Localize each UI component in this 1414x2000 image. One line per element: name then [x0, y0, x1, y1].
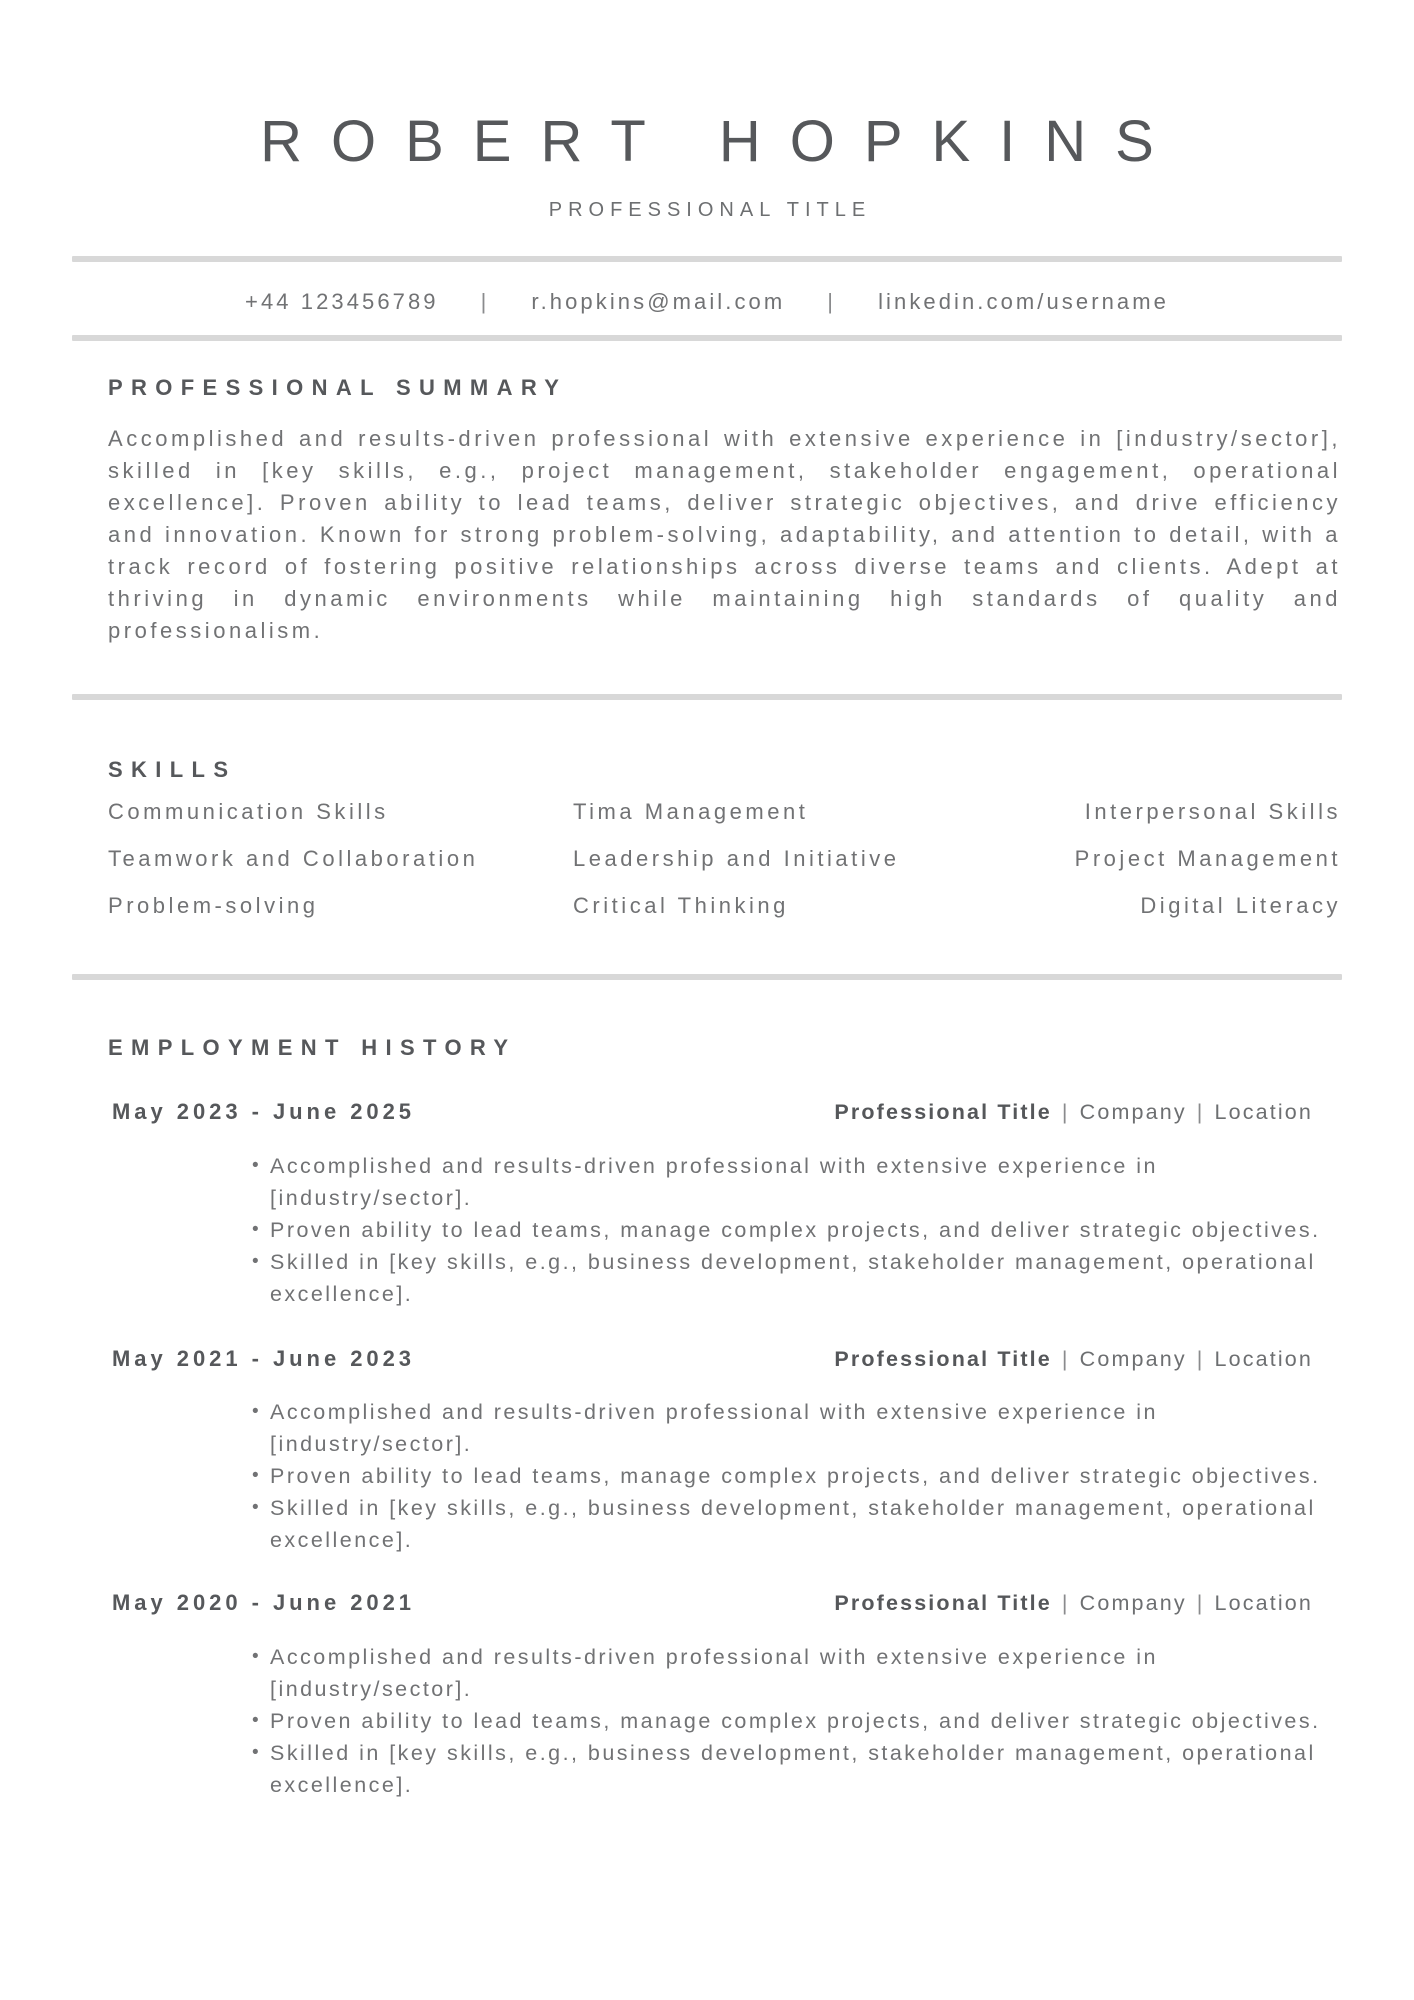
- job-title-line: [834, 1102, 1313, 1124]
- job-separator: |: [1061, 1100, 1070, 1124]
- skill-item: Project Management: [1074, 846, 1341, 871]
- skill-item: Critical Thinking: [573, 893, 789, 918]
- skills-section-heading: SKILLS: [108, 757, 237, 782]
- job-title-line: [834, 1346, 1313, 1371]
- job-dates: May 2021 - June 2023: [112, 1345, 416, 1371]
- job-separator: |: [1196, 1100, 1205, 1124]
- divider: [72, 694, 1342, 700]
- job-entry: [108, 1345, 1341, 1557]
- email-address: r.hopkins@mail.com: [531, 289, 786, 314]
- job-company: Company: [1079, 1591, 1187, 1615]
- job-dates: May 2020 - June 2021: [112, 1590, 416, 1615]
- section-professional-summary: [108, 377, 1341, 647]
- bullet-item: • Skilled in [key skills, e.g., business development, stakeholder management, operational excellence].: [252, 1737, 1341, 1801]
- section-employment-history: [108, 1037, 1341, 1801]
- professional-title: PROFESSIONAL TITLE: [548, 199, 872, 221]
- contact-bar: [0, 291, 1414, 313]
- section-skills: [108, 759, 1341, 917]
- job-separator: |: [1196, 1591, 1205, 1615]
- employment-section-wrap: [0, 1037, 1414, 1801]
- person-name: ROBERT HOPKINS: [260, 109, 1183, 174]
- job-header: [108, 1345, 1341, 1371]
- employment-section-heading: EMPLOYMENT HISTORY: [108, 1035, 517, 1060]
- job-title: Professional Title: [834, 1591, 1052, 1615]
- job-header: [108, 1592, 1341, 1615]
- contact-separator: |: [827, 289, 837, 314]
- job-title-line: [834, 1593, 1313, 1615]
- skill-item: Interpersonal Skills: [1084, 799, 1341, 824]
- resume-body: [0, 377, 1414, 647]
- skills-grid: [108, 801, 1341, 917]
- job-title: Professional Title: [834, 1346, 1052, 1371]
- bullet-item: • Proven ability to lead teams, manage complex projects, and deliver strategic objectives.: [252, 1460, 1341, 1492]
- job-location: Location: [1214, 1346, 1313, 1371]
- summary-paragraph: Accomplished and results-driven professional with extensive experience in [industry/sector], skilled in [key skills, e.g., project management, stakeholder engagement, operational excellence]. Proven ability to lead teams, deliver strategic objectives, and drive efficiency and innovation. Known for strong problem-solving, adaptability, and attention to detail, with a track record of fostering positive relationships across diverse teams and clients. Adept at thriving in dynamic environments while maintaining high standards of quality and professionalism.: [108, 426, 1341, 643]
- contact-separator: |: [480, 289, 490, 314]
- job-bullets: [252, 1150, 1341, 1310]
- bullet-item: • Proven ability to lead teams, manage complex projects, and deliver strategic objectives.: [252, 1214, 1341, 1246]
- skills-section-wrap: [0, 759, 1414, 917]
- summary-section-heading: PROFESSIONAL SUMMARY: [108, 375, 568, 400]
- bullet-item: • Accomplished and results-driven professional with extensive experience in [industry/sector].: [252, 1150, 1341, 1214]
- bullet-item: • Proven ability to lead teams, manage complex projects, and deliver strategic objectives.: [252, 1705, 1341, 1737]
- skill-item: Digital Literacy: [1140, 893, 1341, 918]
- job-location: Location: [1214, 1100, 1313, 1124]
- phone-number: +44 123456789: [245, 289, 439, 314]
- job-bullets: [252, 1396, 1341, 1556]
- job-separator: |: [1196, 1346, 1205, 1371]
- job-entry: [108, 1101, 1341, 1310]
- bullet-item: • Accomplished and results-driven professional with extensive experience in [industry/sector].: [252, 1396, 1341, 1460]
- job-location: Location: [1214, 1591, 1313, 1615]
- bullet-item: • Accomplished and results-driven professional with extensive experience in [industry/sector].: [252, 1641, 1341, 1705]
- job-entry: [108, 1592, 1341, 1801]
- linkedin-url: linkedin.com/username: [878, 289, 1169, 314]
- bullet-item: • Skilled in [key skills, e.g., business development, stakeholder management, operational excellence].: [252, 1492, 1341, 1556]
- divider: [72, 974, 1342, 980]
- job-header: [108, 1101, 1341, 1124]
- bullet-item: • Skilled in [key skills, e.g., business development, stakeholder management, operational excellence].: [252, 1246, 1341, 1310]
- skill-item: Leadership and Initiative: [573, 846, 900, 871]
- job-company: Company: [1079, 1100, 1187, 1124]
- resume-header: [0, 0, 1414, 220]
- job-dates: May 2023 - June 2025: [112, 1099, 416, 1124]
- job-company: Company: [1079, 1346, 1187, 1371]
- job-separator: |: [1061, 1591, 1070, 1615]
- divider: [72, 256, 1342, 262]
- skill-item: Problem-solving: [108, 893, 319, 918]
- job-bullets: [252, 1641, 1341, 1801]
- skill-item: Teamwork and Collaboration: [108, 846, 479, 871]
- job-title: Professional Title: [834, 1100, 1052, 1124]
- skill-item: Tima Management: [573, 799, 809, 824]
- divider: [72, 335, 1342, 341]
- skill-item: Communication Skills: [108, 799, 389, 824]
- job-separator: |: [1061, 1346, 1070, 1371]
